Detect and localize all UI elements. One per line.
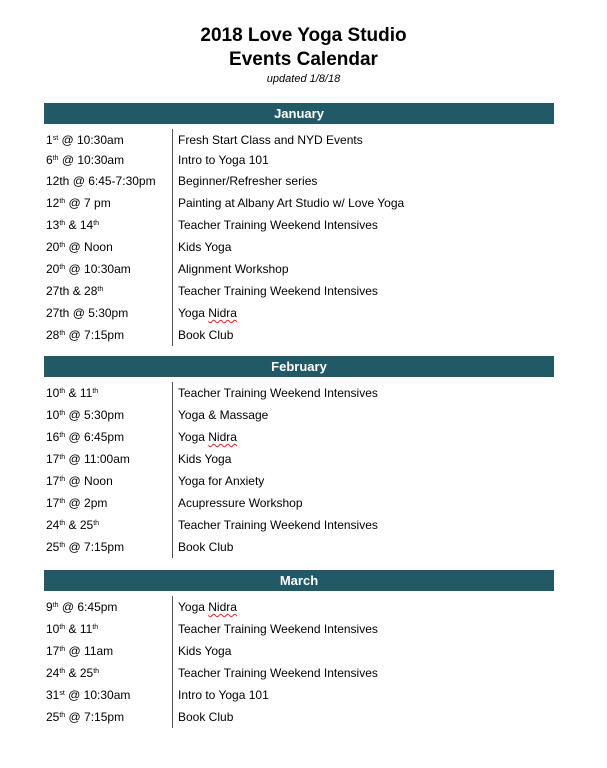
event-date bbox=[44, 426, 172, 448]
event-row bbox=[44, 192, 554, 214]
event-text: Kids Yoga bbox=[178, 452, 232, 466]
event-date bbox=[44, 596, 172, 618]
event-text: Kids Yoga bbox=[178, 644, 232, 658]
date-day: 17 bbox=[46, 644, 60, 658]
date-suffix: th bbox=[92, 624, 99, 631]
event-date bbox=[44, 706, 172, 728]
event-name bbox=[172, 448, 231, 470]
event-date bbox=[44, 640, 172, 662]
event-row bbox=[44, 426, 554, 448]
date-suffix: th bbox=[59, 668, 66, 675]
date-day: 6 bbox=[46, 153, 53, 167]
event-row bbox=[44, 706, 554, 728]
date-rest: @ 2pm bbox=[65, 496, 108, 510]
date-day: 17 bbox=[46, 496, 60, 510]
date-rest: @ 7:15pm bbox=[65, 710, 125, 724]
event-name bbox=[172, 596, 237, 618]
event-date bbox=[44, 536, 172, 558]
event-text: Beginner/Refresher series bbox=[178, 174, 318, 188]
event-date bbox=[44, 236, 172, 258]
event-text: Yoga bbox=[178, 430, 209, 444]
date-rest: @ 11:00am bbox=[65, 452, 130, 466]
event-date bbox=[44, 470, 172, 492]
event-list bbox=[44, 129, 554, 346]
date-day: 27th @ 5:30pm bbox=[46, 306, 129, 320]
event-row bbox=[44, 382, 554, 404]
month-header: February bbox=[44, 356, 554, 377]
event-name bbox=[172, 640, 231, 662]
page-title: 2018 Love Yoga Studio bbox=[200, 25, 407, 46]
event-name bbox=[172, 324, 233, 346]
event-row bbox=[44, 236, 554, 258]
date-suffix: th bbox=[59, 388, 66, 395]
date-day: 16 bbox=[46, 430, 60, 444]
event-text: Fresh Start Class and NYD Events bbox=[178, 133, 363, 147]
event-row bbox=[44, 492, 554, 514]
event-row bbox=[44, 684, 554, 706]
date-day: 25 bbox=[46, 540, 60, 554]
date-day: 10 bbox=[46, 622, 60, 636]
event-date bbox=[44, 258, 172, 280]
date-day: 27th & 28 bbox=[46, 284, 98, 298]
date-day: 10 bbox=[46, 386, 60, 400]
month-section bbox=[44, 356, 554, 558]
date-day: 12 bbox=[46, 196, 60, 210]
date-suffix: th bbox=[59, 242, 66, 249]
event-list bbox=[44, 596, 554, 728]
event-row bbox=[44, 618, 554, 640]
event-row bbox=[44, 258, 554, 280]
date-day: 17 bbox=[46, 452, 60, 466]
event-text: Teacher Training Weekend Intensives bbox=[178, 666, 378, 680]
event-name bbox=[172, 706, 233, 728]
date-rest: @ 7:15pm bbox=[65, 540, 125, 554]
event-list bbox=[44, 382, 554, 558]
event-date bbox=[44, 448, 172, 470]
month-header: January bbox=[44, 103, 554, 124]
date-suffix: th bbox=[93, 520, 100, 527]
event-text: Intro to Yoga 101 bbox=[178, 688, 269, 702]
spellcheck-word: Nidra bbox=[208, 306, 237, 320]
event-row bbox=[44, 662, 554, 684]
date-rest: @ 10:30am bbox=[58, 133, 124, 147]
event-row bbox=[44, 129, 554, 151]
event-row bbox=[44, 596, 554, 618]
event-name bbox=[172, 426, 237, 448]
event-name bbox=[172, 536, 233, 558]
event-text: Teacher Training Weekend Intensives bbox=[178, 218, 378, 232]
event-name bbox=[172, 236, 231, 258]
date-suffix: st bbox=[59, 690, 65, 697]
page-subtitle: Events Calendar bbox=[229, 49, 378, 70]
date-rest: & 25 bbox=[65, 666, 94, 680]
event-row bbox=[44, 170, 554, 192]
month-section bbox=[44, 103, 554, 346]
event-date bbox=[44, 492, 172, 514]
date-suffix: th bbox=[59, 624, 66, 631]
event-row bbox=[44, 280, 554, 302]
date-suffix: th bbox=[59, 712, 66, 719]
date-suffix: th bbox=[52, 602, 59, 609]
event-row bbox=[44, 448, 554, 470]
spellcheck-word: Nidra bbox=[208, 430, 237, 444]
event-name bbox=[172, 192, 404, 214]
date-day: 25 bbox=[46, 710, 60, 724]
date-rest: @ 10:30am bbox=[65, 262, 131, 276]
date-suffix: th bbox=[59, 498, 66, 505]
event-date bbox=[44, 302, 172, 324]
event-row bbox=[44, 404, 554, 426]
event-date bbox=[44, 684, 172, 706]
date-suffix: th bbox=[59, 410, 66, 417]
event-text: Book Club bbox=[178, 710, 234, 724]
event-date bbox=[44, 192, 172, 214]
event-date bbox=[44, 662, 172, 684]
event-text: Yoga & Massage bbox=[178, 408, 269, 422]
event-row bbox=[44, 514, 554, 536]
event-name bbox=[172, 170, 317, 192]
event-text: Yoga for Anxiety bbox=[178, 474, 265, 488]
date-rest: & 14 bbox=[65, 218, 94, 232]
event-date bbox=[44, 214, 172, 236]
event-text: Book Club bbox=[178, 328, 234, 342]
event-row bbox=[44, 536, 554, 558]
date-suffix: th bbox=[59, 542, 66, 549]
event-text: Yoga bbox=[178, 600, 209, 614]
event-name bbox=[172, 618, 378, 640]
event-date bbox=[44, 280, 172, 302]
date-day: 31 bbox=[46, 688, 60, 702]
date-suffix: th bbox=[97, 286, 104, 293]
date-rest: @ 7:15pm bbox=[65, 328, 125, 342]
date-suffix: th bbox=[59, 454, 66, 461]
event-name bbox=[172, 492, 303, 514]
event-text: Teacher Training Weekend Intensives bbox=[178, 386, 378, 400]
date-day: 12th @ 6:45-7:30pm bbox=[46, 174, 156, 188]
event-text: Alignment Workshop bbox=[178, 262, 289, 276]
event-name bbox=[172, 382, 378, 404]
event-text: Yoga bbox=[178, 306, 209, 320]
event-date bbox=[44, 151, 172, 170]
event-text: Painting at Albany Art Studio w/ Love Yoga bbox=[178, 196, 405, 210]
date-day: 13 bbox=[46, 218, 60, 232]
event-name bbox=[172, 302, 237, 324]
date-day: 17 bbox=[46, 474, 60, 488]
date-rest: @ 10:30am bbox=[58, 153, 125, 167]
event-text: Teacher Training Weekend Intensives bbox=[178, 622, 378, 636]
event-name bbox=[172, 129, 363, 151]
date-suffix: th bbox=[92, 388, 99, 395]
date-rest: @ 11am bbox=[65, 644, 114, 658]
event-text: Acupressure Workshop bbox=[178, 496, 303, 510]
event-name bbox=[172, 662, 378, 684]
event-name bbox=[172, 684, 269, 706]
date-suffix: th bbox=[59, 330, 66, 337]
event-date bbox=[44, 618, 172, 640]
event-date bbox=[44, 170, 172, 192]
date-suffix: th bbox=[59, 220, 66, 227]
date-suffix: th bbox=[93, 220, 100, 227]
date-day: 10 bbox=[46, 408, 60, 422]
date-suffix: th bbox=[59, 646, 66, 653]
date-rest: @ Noon bbox=[65, 474, 113, 488]
event-text: Kids Yoga bbox=[178, 240, 232, 254]
date-day: 20 bbox=[46, 262, 60, 276]
date-rest: @ Noon bbox=[65, 240, 113, 254]
date-day: 24 bbox=[46, 518, 60, 532]
event-row bbox=[44, 151, 554, 170]
spellcheck-word: Nidra bbox=[208, 600, 237, 614]
event-name bbox=[172, 151, 269, 170]
date-suffix: th bbox=[59, 520, 66, 527]
event-date bbox=[44, 404, 172, 426]
event-name bbox=[172, 514, 378, 536]
date-day: 9 bbox=[46, 600, 53, 614]
event-text: Teacher Training Weekend Intensives bbox=[178, 284, 378, 298]
event-row bbox=[44, 324, 554, 346]
event-date bbox=[44, 382, 172, 404]
updated-note: updated 1/8/18 bbox=[266, 73, 341, 85]
date-rest: & 25 bbox=[65, 518, 94, 532]
date-rest: @ 6:45pm bbox=[58, 600, 118, 614]
event-date bbox=[44, 514, 172, 536]
date-rest: @ 10:30am bbox=[64, 688, 131, 702]
date-rest: @ 5:30pm bbox=[65, 408, 125, 422]
date-day: 20 bbox=[46, 240, 60, 254]
event-row bbox=[44, 470, 554, 492]
event-text: Book Club bbox=[178, 540, 234, 554]
event-name bbox=[172, 258, 289, 280]
date-day: 1 bbox=[46, 133, 53, 147]
event-name bbox=[172, 470, 264, 492]
date-rest: & 11 bbox=[65, 386, 93, 400]
date-suffix: th bbox=[59, 198, 66, 205]
date-rest: & 11 bbox=[65, 622, 93, 636]
event-row bbox=[44, 214, 554, 236]
date-day: 28 bbox=[46, 328, 60, 342]
date-suffix: th bbox=[59, 476, 66, 483]
event-row bbox=[44, 302, 554, 324]
event-text: Teacher Training Weekend Intensives bbox=[178, 518, 378, 532]
event-date bbox=[44, 129, 172, 151]
event-name bbox=[172, 404, 268, 426]
date-suffix: th bbox=[59, 264, 66, 271]
date-day: 24 bbox=[46, 666, 60, 680]
date-suffix: th bbox=[52, 155, 59, 162]
date-suffix: st bbox=[52, 135, 59, 142]
date-rest: @ 7 pm bbox=[65, 196, 111, 210]
date-suffix: th bbox=[59, 432, 66, 439]
event-name bbox=[172, 280, 378, 302]
date-suffix: th bbox=[93, 668, 100, 675]
event-text: Intro to Yoga 101 bbox=[178, 153, 269, 167]
event-date bbox=[44, 324, 172, 346]
event-name bbox=[172, 214, 378, 236]
event-row bbox=[44, 640, 554, 662]
month-section bbox=[44, 570, 554, 728]
month-header: March bbox=[44, 570, 554, 591]
date-rest: @ 6:45pm bbox=[65, 430, 125, 444]
